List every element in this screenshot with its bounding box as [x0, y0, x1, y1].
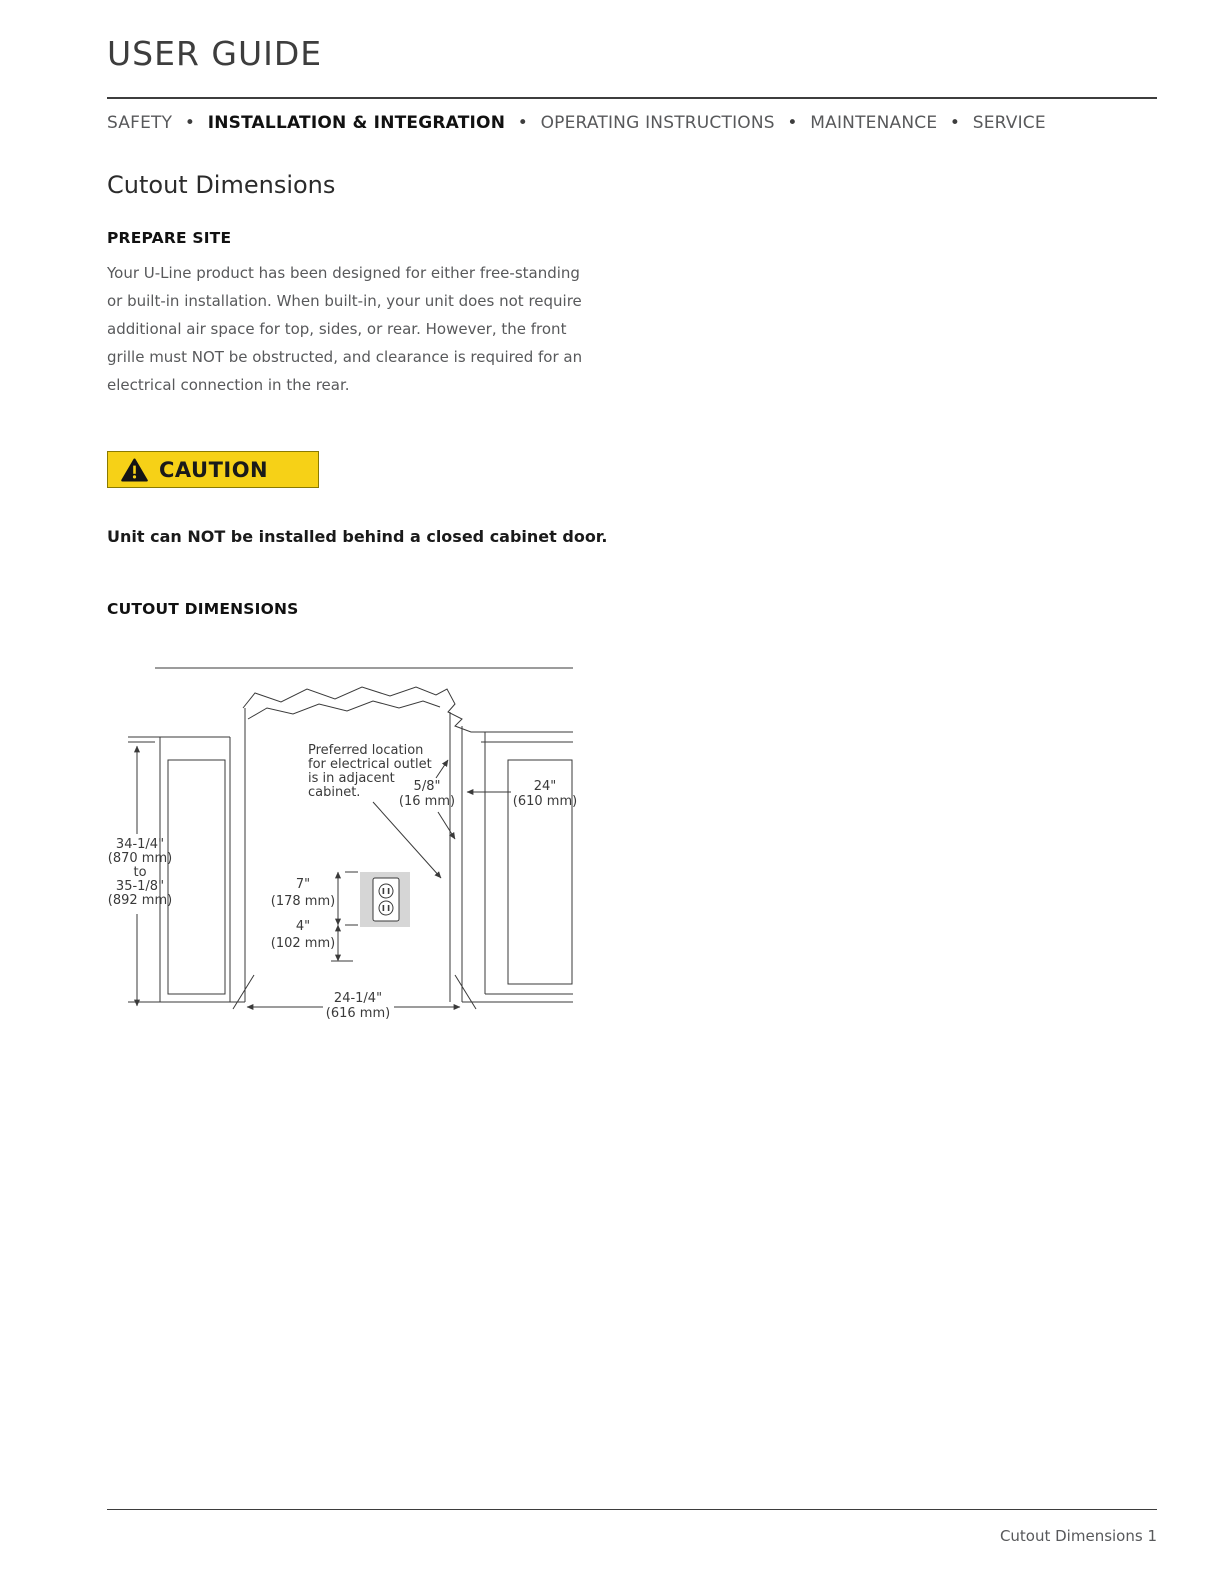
outlet-top-dim-label: 7"	[295, 877, 311, 892]
nav-item-safety[interactable]: SAFETY	[107, 113, 173, 133]
height-dim-label: 34-1/4"	[115, 837, 165, 852]
nav-separator: •	[184, 113, 196, 133]
height-dim-label: (892 mm)	[107, 893, 173, 908]
cabinet-outline	[128, 668, 573, 1002]
outlet-bottom-dim-label: (102 mm)	[270, 936, 336, 951]
width-dim-label: 24-1/4"	[333, 991, 383, 1006]
nav-item-maintenance[interactable]: MAINTENANCE	[810, 113, 938, 133]
outlet-note-line: for electrical outlet	[308, 757, 432, 772]
header-rule	[107, 97, 1157, 99]
doc-title: USER GUIDE	[107, 34, 323, 73]
nav-separator: •	[949, 113, 961, 133]
panel-dim-label: (16 mm)	[398, 794, 456, 809]
panel-dim-label: 5/8"	[413, 779, 441, 794]
outlet-top-dim-label: (178 mm)	[270, 894, 336, 909]
nav-separator: •	[517, 113, 528, 133]
cutout-dimensions-heading: CUTOUT DIMENSIONS	[107, 600, 299, 618]
prepare-site-heading: PREPARE SITE	[107, 229, 232, 247]
nav-separator: •	[787, 113, 798, 133]
cutout-dimensions-diagram	[105, 662, 580, 1024]
height-dim-label: 35-1/8"	[115, 879, 165, 894]
depth-dim-label: (610 mm)	[512, 794, 578, 809]
page-footer	[107, 1509, 1157, 1545]
warning-triangle-icon	[121, 458, 148, 482]
nav-item-service[interactable]: SERVICE	[972, 113, 1046, 133]
footer-page-label: Cutout Dimensions 1	[999, 1527, 1157, 1545]
outlet-bottom-dim-label: 4"	[295, 919, 311, 934]
height-dim-label: to	[133, 865, 147, 880]
nav-item-installation-integration[interactable]: INSTALLATION & INTEGRATION	[207, 113, 506, 133]
prepare-site-body: Your U-Line product has been designed for either free-standing or built-in installation. When built-in, your unit does not require additional air space for top, sides, or rear. However, the front grille must NOT be obstructed, and clearance is required for an electrical connection in the rear.	[107, 264, 583, 394]
height-dim-label: (870 mm)	[107, 851, 173, 866]
caution-banner	[107, 451, 319, 488]
electrical-outlet	[360, 872, 410, 927]
outlet-note-line: cabinet.	[308, 785, 361, 800]
outlet-note-line: is in adjacent	[308, 771, 395, 786]
caution-message: Unit can NOT be installed behind a closed cabinet door.	[107, 527, 608, 546]
depth-dim-label: 24"	[533, 779, 557, 794]
page-heading: Cutout Dimensions	[107, 171, 336, 199]
nav-item-operating-instructions[interactable]: OPERATING INSTRUCTIONS	[540, 113, 775, 133]
outlet-note-line: Preferred location	[308, 743, 424, 758]
width-dim-label: (616 mm)	[325, 1006, 391, 1021]
section-nav	[107, 113, 1157, 133]
caution-label: CAUTION	[159, 457, 269, 482]
diagram-labels	[108, 743, 577, 1021]
